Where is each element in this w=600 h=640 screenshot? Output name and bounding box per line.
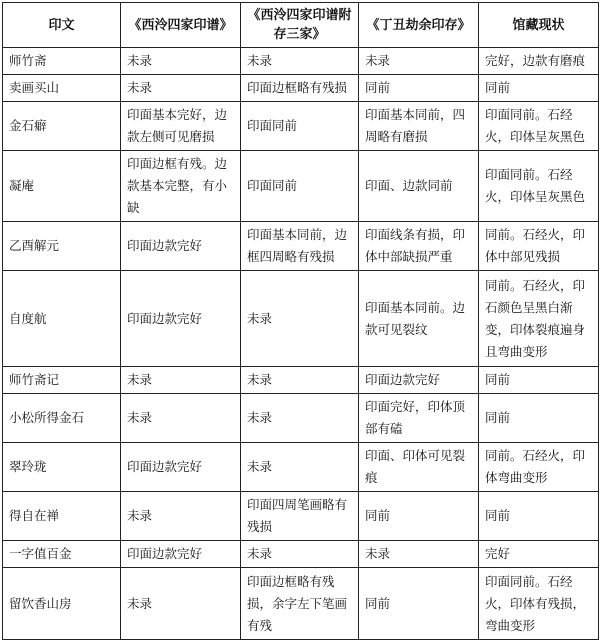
table-row (3, 222, 599, 271)
table-row (3, 271, 599, 367)
cell-xiling-sijia: 印面边框有残。边款基本完整，有小缺 (121, 151, 241, 222)
cell-collection-status: 同前。石经火，印石颜色呈黑白渐变，印体裂痕遍身且弯曲变形 (479, 271, 599, 367)
cell-dingchou-jieyu: 同前 (359, 492, 479, 541)
cell-seal-text: 师竹斋 (3, 48, 121, 75)
cell-dingchou-jieyu: 未录 (359, 541, 479, 568)
cell-dingchou-jieyu: 印面、印体可见裂痕 (359, 443, 479, 492)
cell-collection-status: 同前 (479, 492, 599, 541)
cell-xiling-sijia-fucun: 印面同前 (241, 151, 359, 222)
cell-xiling-sijia: 未录 (121, 367, 241, 394)
cell-collection-status: 印面同前。石经火，印体有残损，弯曲变形 (479, 568, 599, 640)
cell-dingchou-jieyu: 印面、边款同前 (359, 151, 479, 222)
cell-dingchou-jieyu: 印面基本同前。边款可见裂纹 (359, 271, 479, 367)
cell-collection-status: 完好 (479, 541, 599, 568)
cell-collection-status: 印面同前。石经火，印体呈灰黑色 (479, 151, 599, 222)
cell-dingchou-jieyu: 印面边款完好 (359, 367, 479, 394)
cell-collection-status: 同前。石经火，印体中部见残损 (479, 222, 599, 271)
cell-seal-text: 一字值百金 (3, 541, 121, 568)
cell-dingchou-jieyu: 印面完好，印体顶部有磕 (359, 394, 479, 443)
cell-seal-text: 乙酉解元 (3, 222, 121, 271)
header-collection-status: 馆藏现状 (479, 3, 599, 48)
table-row (3, 443, 599, 492)
cell-seal-text: 得自在禅 (3, 492, 121, 541)
cell-xiling-sijia: 未录 (121, 492, 241, 541)
cell-collection-status: 印面同前。石经火，印体呈灰黑色 (479, 102, 599, 151)
cell-seal-text: 金石癖 (3, 102, 121, 151)
cell-xiling-sijia: 未录 (121, 75, 241, 102)
cell-xiling-sijia-fucun: 印面边框略有残损，余字左下笔画有残 (241, 568, 359, 640)
collection-table (2, 2, 599, 640)
cell-xiling-sijia-fucun: 印面四周笔画略有残损 (241, 492, 359, 541)
cell-dingchou-jieyu: 同前 (359, 75, 479, 102)
cell-xiling-sijia: 未录 (121, 394, 241, 443)
cell-xiling-sijia-fucun: 未录 (241, 394, 359, 443)
table-row (3, 492, 599, 541)
cell-dingchou-jieyu: 印面基本同前，四周略有磨损 (359, 102, 479, 151)
cell-xiling-sijia-fucun: 印面同前 (241, 102, 359, 151)
cell-xiling-sijia-fucun: 未录 (241, 48, 359, 75)
cell-seal-text: 翠玲珑 (3, 443, 121, 492)
cell-dingchou-jieyu: 同前 (359, 568, 479, 640)
header-xiling-sijia: 《西泠四家印谱》 (121, 3, 241, 48)
header-row (3, 3, 599, 48)
table-row (3, 541, 599, 568)
cell-seal-text: 小松所得金石 (3, 394, 121, 443)
table-row (3, 102, 599, 151)
cell-dingchou-jieyu: 印面线条有损，印体中部缺损严重 (359, 222, 479, 271)
header-xiling-sijia-fucun: 《西泠四家印谱附存三家》 (241, 3, 359, 48)
cell-xiling-sijia-fucun: 印面基本同前，边框四周略有残损 (241, 222, 359, 271)
cell-xiling-sijia-fucun: 未录 (241, 541, 359, 568)
table-row (3, 75, 599, 102)
header-dingchou-jieyu: 《丁丑劫余印存》 (359, 3, 479, 48)
table-row (3, 48, 599, 75)
table-row (3, 151, 599, 222)
cell-xiling-sijia-fucun: 未录 (241, 443, 359, 492)
cell-xiling-sijia-fucun: 未录 (241, 271, 359, 367)
cell-xiling-sijia: 印面边款完好 (121, 443, 241, 492)
cell-collection-status: 同前 (479, 394, 599, 443)
cell-seal-text: 卖画买山 (3, 75, 121, 102)
cell-xiling-sijia: 印面边款完好 (121, 222, 241, 271)
cell-collection-status: 同前 (479, 75, 599, 102)
table-row (3, 394, 599, 443)
table-row (3, 367, 599, 394)
cell-xiling-sijia-fucun: 未录 (241, 367, 359, 394)
cell-xiling-sijia: 印面边款完好 (121, 541, 241, 568)
cell-seal-text: 凝庵 (3, 151, 121, 222)
cell-seal-text: 师竹斋记 (3, 367, 121, 394)
cell-collection-status: 同前 (479, 367, 599, 394)
table-row (3, 568, 599, 640)
header-seal-text: 印文 (3, 3, 121, 48)
cell-xiling-sijia: 印面边款完好 (121, 271, 241, 367)
cell-xiling-sijia: 未录 (121, 48, 241, 75)
cell-xiling-sijia: 印面基本完好，边款左侧可见磨损 (121, 102, 241, 151)
cell-seal-text: 留饮香山房 (3, 568, 121, 640)
cell-collection-status: 同前。石经火，印体弯曲变形 (479, 443, 599, 492)
cell-dingchou-jieyu: 未录 (359, 48, 479, 75)
cell-xiling-sijia-fucun: 印面边框略有残损 (241, 75, 359, 102)
cell-collection-status: 完好，边款有磨痕 (479, 48, 599, 75)
cell-seal-text: 自度航 (3, 271, 121, 367)
cell-xiling-sijia: 未录 (121, 568, 241, 640)
